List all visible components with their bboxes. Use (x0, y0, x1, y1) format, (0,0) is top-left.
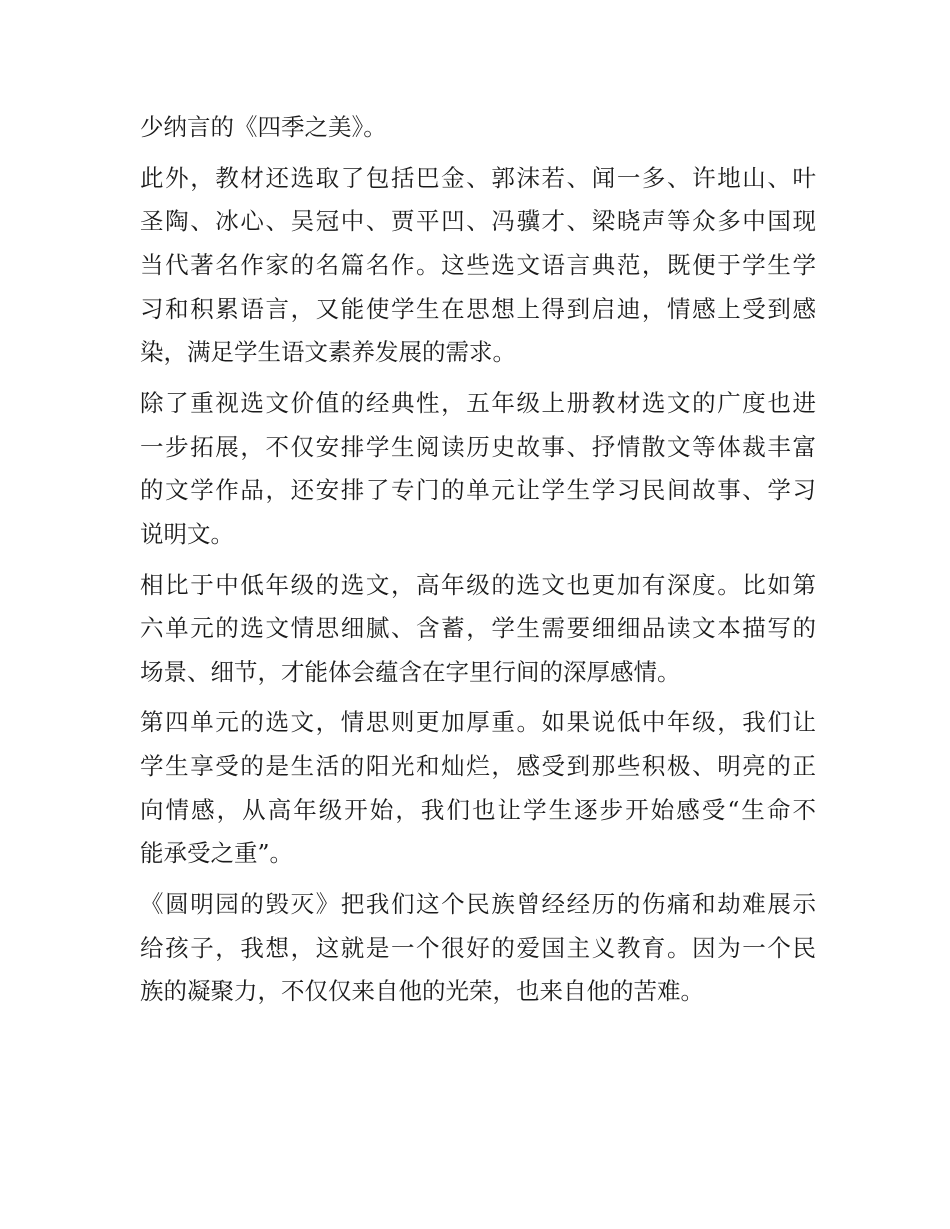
text-line: 第四单元的选文，情思则更加厚重。如果说低中年级，我们让 (140, 708, 816, 737)
paragraph (140, 106, 816, 150)
paragraph (140, 883, 816, 1014)
text-line: 一步拓展，不仅安排学生阅读历史故事、抒情散文等体裁丰富 (140, 432, 816, 461)
text-line: 六单元的选文情思细腻、含蓄，学生需要细细品读文本描写的 (140, 614, 816, 643)
text-line: 说明文。 (140, 519, 234, 548)
text-line: 给孩子，我想，这就是一个很好的爱国主义教育。因为一个民 (140, 933, 816, 962)
paragraph (140, 564, 816, 695)
text-line: 族的凝聚力，不仅仅来自他的光荣，也来自他的苦难。 (140, 977, 704, 1006)
text-line: 场景、细节，才能体会蕴含在字里行间的深厚感情。 (140, 657, 681, 686)
text-line: 《圆明园的毁灭》把我们这个民族曾经经历的伤痛和劫难展示 (140, 890, 816, 919)
text-line: 习和积累语言，又能使学生在思想上得到启迪，情感上受到感 (140, 294, 816, 323)
paragraph (140, 701, 816, 875)
text-line: 此外，教材还选取了包括巴金、郭沫若、闻一多、许地山、叶 (140, 163, 816, 192)
text-line: 学生享受的是生活的阳光和灿烂，感受到那些积极、明亮的正 (140, 752, 816, 781)
text-line: 当代著名作家的名篇名作。这些选文语言典范，既便于学生学 (140, 250, 816, 279)
text-line: 圣陶、冰心、吴冠中、贾平凹、冯骥才、梁晓声等众多中国现 (140, 207, 816, 236)
text-line: 染，满足学生语文素养发展的需求。 (140, 338, 516, 367)
text-line: 除了重视选文价值的经典性，五年级上册教材选文的广度也进 (140, 388, 816, 417)
text-line: 少纳言的《四季之美》。 (140, 113, 387, 141)
paragraph (140, 157, 816, 375)
text-line: 能承受之重”。 (140, 839, 294, 868)
text-line: 的文学作品，还安排了专门的单元让学生学习民间故事、学习 (140, 476, 816, 505)
paragraph (140, 382, 816, 556)
document-body (140, 106, 816, 1014)
text-line: 相比于中低年级的选文，高年级的选文也更加有深度。比如第 (140, 570, 816, 599)
text-line: 向情感，从高年级开始，我们也让学生逐步开始感受“生命不 (140, 795, 816, 824)
